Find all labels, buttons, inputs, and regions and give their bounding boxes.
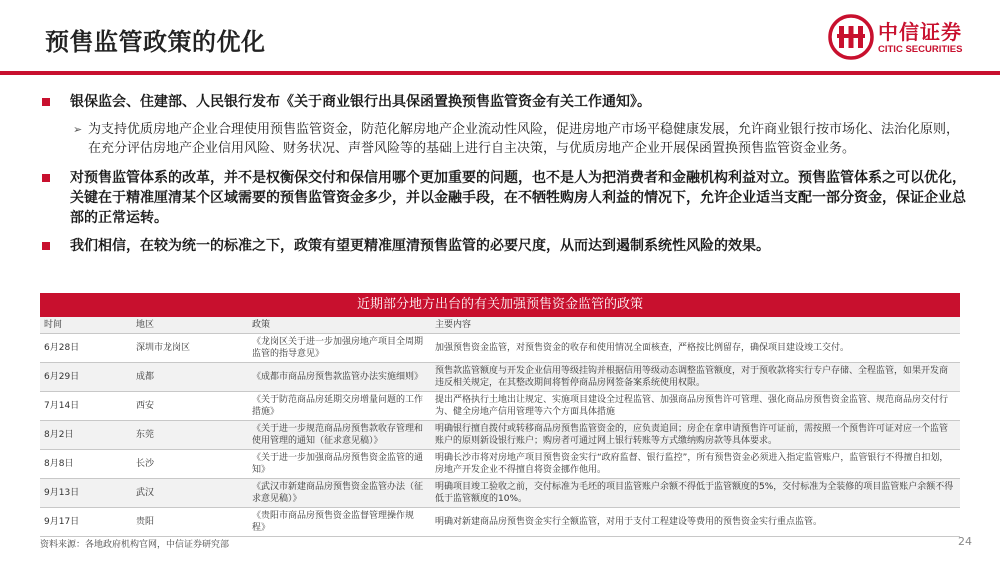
cell-region: 西安 — [132, 392, 248, 421]
citic-logo — [828, 14, 978, 64]
column-header-date: 时间 — [40, 317, 132, 334]
sub-bullet-text: 为支持优质房地产企业合理使用预售监管资金，防范化解房地产企业流动性风险，促进房地产市场平稳健康发展，允许商业银行按市场化、法治化原则，在充分评估房地产企业信用风险、财务状况、声誉风险等的基础上进行自主决策，与优质房地产企业开展保函置换预售监管资金业务。 — [88, 122, 960, 156]
table-header-row — [40, 317, 960, 334]
arrow-bullet-icon: ➢ — [73, 123, 83, 136]
slide-header — [0, 0, 1000, 72]
source-note: 资料来源：各地政府机构官网，中信证券研究部 — [40, 540, 230, 550]
sub-bullet-item — [40, 120, 970, 158]
cell-content: 明确项目竣工验收之前，交付标准为毛坯的项目监管账户余额不得低于监管额度的5%，交付标准为全装修的项目监管账户余额不得低于监管额度的10%。 — [431, 479, 960, 508]
cell-policy: 《龙岗区关于进一步加强房地产项目全周期监管的指导意见》 — [248, 334, 431, 363]
cell-policy: 《贵阳市商品房预售资金监督管理操作规程》 — [248, 508, 431, 537]
cell-region: 贵阳 — [132, 508, 248, 537]
cell-region: 武汉 — [132, 479, 248, 508]
bullet-text: 我们相信，在较为统一的标准之下，政策有望更精准厘清预售监管的必要尺度，从而达到遏制系统性风险的效果。 — [70, 238, 770, 254]
logo-text-en: CITIC SECURITIES — [878, 44, 963, 55]
cell-region: 深圳市龙岗区 — [132, 334, 248, 363]
policy-table — [40, 293, 960, 537]
cell-date: 6月29日 — [40, 363, 132, 392]
cell-policy: 《关于进一步规范商品房预售款收存管理和使用管理的通知（征求意见稿）》 — [248, 421, 431, 450]
table-row — [40, 450, 960, 479]
cell-content: 明确对新建商品房预售资金实行全额监管，对用于支付工程建设等费用的预售资金实行重点监管。 — [431, 508, 960, 537]
table-row — [40, 334, 960, 363]
page-number: 24 — [958, 535, 972, 548]
cell-date: 7月14日 — [40, 392, 132, 421]
bullet-item — [40, 92, 970, 112]
square-bullet-icon — [42, 174, 50, 182]
bullet-list — [40, 92, 970, 256]
cell-date: 8月8日 — [40, 450, 132, 479]
table-row — [40, 508, 960, 537]
square-bullet-icon — [42, 242, 50, 250]
citic-logo-icon — [828, 14, 874, 60]
table-row — [40, 392, 960, 421]
table-caption: 近期部分地方出台的有关加强预售资金监管的政策 — [40, 293, 960, 317]
cell-region: 成都 — [132, 363, 248, 392]
logo-text-cn: 中信证券 — [878, 20, 962, 44]
column-header-region: 地区 — [132, 317, 248, 334]
bullet-text: 对预售监管体系的改革，并不是权衡保交付和保信用哪个更加重要的问题，也不是人为把消费者和金融机构利益对立。预售监管体系之可以优化，关键在于精准厘清某个区域需要的预售监管资金多少，并以金融手段，在不牺牲购房人利益的情况下，允许企业适当支配一部分资金，保证企业总部的正常运转。 — [70, 170, 966, 226]
cell-content: 明确长沙市将对房地产项目预售资金实行“政府监督、银行监控”，所有预售资金必须进入指定监管账户，监管银行不得擅自扣划，房地产开发企业不得擅自将资金挪作他用。 — [431, 450, 960, 479]
column-header-policy: 政策 — [248, 317, 431, 334]
cell-region: 长沙 — [132, 450, 248, 479]
bullet-text: 银保监会、住建部、人民银行发布《关于商业银行出具保函置换预售监管资金有关工作通知》。 — [70, 94, 651, 110]
column-header-content: 主要内容 — [431, 317, 960, 334]
cell-policy: 《成都市商品房预售款监管办法实施细则》 — [248, 363, 431, 392]
bullet-item — [40, 236, 970, 256]
cell-policy: 《关于进一步加强商品房预售资金监管的通知》 — [248, 450, 431, 479]
cell-date: 6月28日 — [40, 334, 132, 363]
cell-date: 9月17日 — [40, 508, 132, 537]
cell-content: 提出严格执行土地出让规定、实施项目建设全过程监管、加强商品房预售许可管理、强化商品房预售资金监管、规范商品房交付行为、健全房地产信用管理等六个方面具体措施 — [431, 392, 960, 421]
title-divider — [0, 71, 1000, 75]
cell-content: 预售款监管额度与开发企业信用等级挂钩并根据信用等级动态调整监管额度，对于预收款将实行专户存储、全程监管，如果开发商违反相关规定，在其整改期间将暂停商品房网签备案系统使用权限。 — [431, 363, 960, 392]
table-row — [40, 363, 960, 392]
policy-table-grid — [40, 317, 960, 537]
cell-region: 东莞 — [132, 421, 248, 450]
square-bullet-icon — [42, 98, 50, 106]
cell-policy: 《武汉市新建商品房预售资金监管办法（征求意见稿）》 — [248, 479, 431, 508]
cell-content: 明确银行擅自拨付或转移商品房预售监管资金的，应负责追回；房企在拿申请预售许可证前，需按照一个预售许可证对应一个监管账户的原则新设银行账户；购房者可通过网上银行转账等方式缴纳购房款等具体要求。 — [431, 421, 960, 450]
table-row — [40, 421, 960, 450]
bullet-item — [40, 168, 970, 228]
page-title: 预售监管政策的优化 — [45, 28, 266, 56]
cell-policy: 《关于防范商品房延期交房增量问题的工作措施》 — [248, 392, 431, 421]
cell-content: 加强预售资金监管，对预售资金的收存和使用情况全面核查，严格按比例留存，确保项目建设竣工交付。 — [431, 334, 960, 363]
cell-date: 8月2日 — [40, 421, 132, 450]
table-row — [40, 479, 960, 508]
cell-date: 9月13日 — [40, 479, 132, 508]
